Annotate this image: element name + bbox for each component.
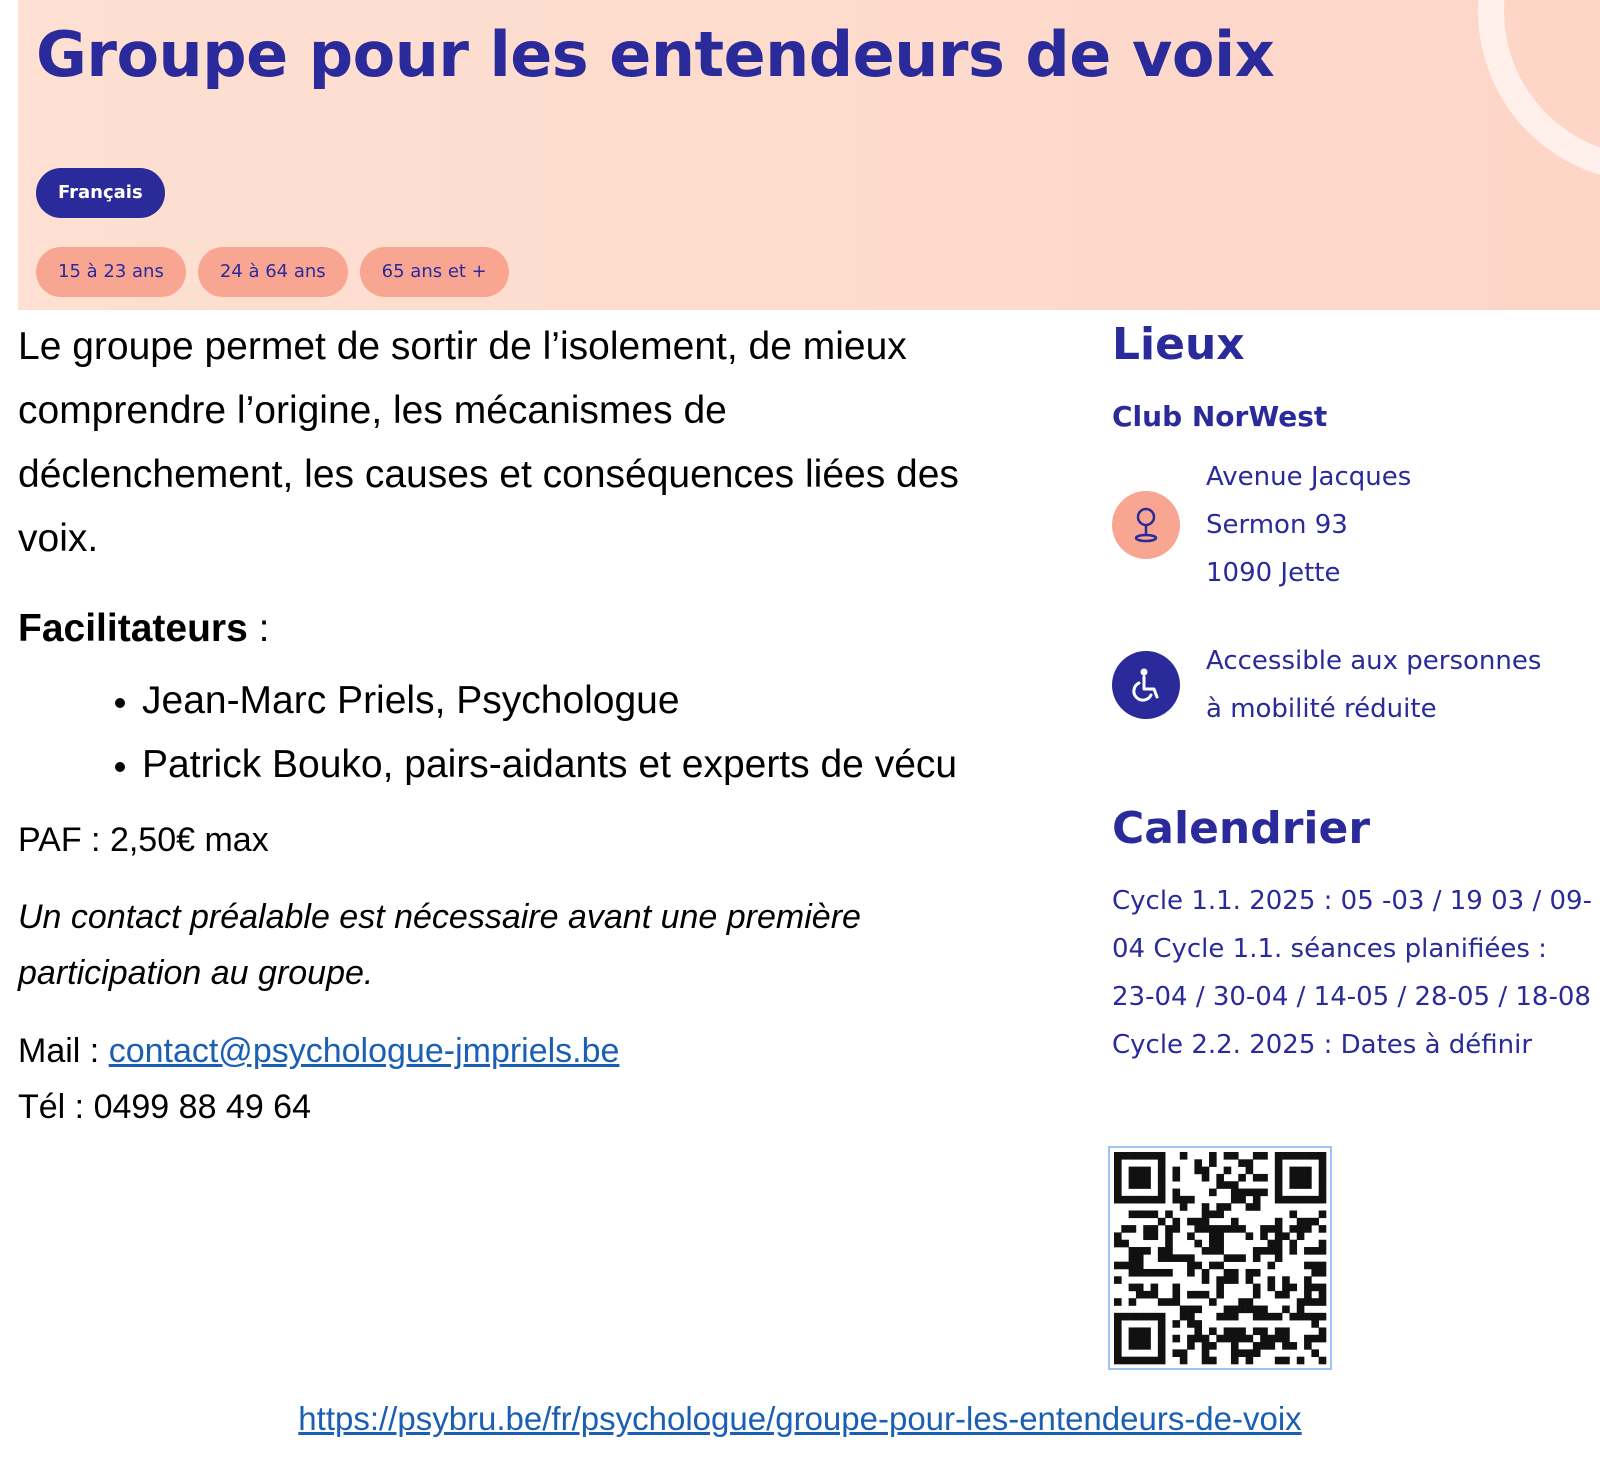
calendar-heading: Calendrier xyxy=(1112,803,1371,854)
places-heading: Lieux xyxy=(1112,319,1245,370)
language-tag[interactable]: Français xyxy=(36,168,165,218)
accessibility-line: Accessible aux personnes xyxy=(1206,646,1542,676)
mail-label: Mail : xyxy=(18,1032,109,1070)
source-url-link[interactable]: https://psybru.be/fr/psychologue/groupe-pour-les-entendeurs-de-voix xyxy=(298,1400,1302,1437)
facilitator-item: • Jean-Marc Priels, Psychologue xyxy=(142,669,992,733)
address-line: Avenue Jacques xyxy=(1206,462,1412,492)
phone-line: Tél : 0499 88 49 64 xyxy=(18,1088,312,1126)
address-line: Sermon 93 xyxy=(1206,510,1348,540)
accessibility-line: à mobilité réduite xyxy=(1206,694,1437,724)
price-info: PAF : 2,50€ max xyxy=(18,821,269,859)
main-content xyxy=(18,315,1018,1135)
qr-code xyxy=(1108,1146,1332,1370)
mail-link[interactable]: contact@psychologue-jmpriels.be xyxy=(108,1032,620,1070)
facilitators-heading xyxy=(18,599,1018,659)
age-tag-65-plus[interactable]: 65 ans et + xyxy=(360,247,509,297)
facilitators-suffix: : xyxy=(247,607,270,650)
age-tag-15-23[interactable]: 15 à 23 ans xyxy=(36,247,186,297)
address xyxy=(1206,453,1411,597)
hero-banner xyxy=(18,0,1600,310)
description: Le groupe permet de sortir de l’isolement, de mieux comprendre l’origine, les mécanismes de déclenchement, les causes et conséquences liées des voix. xyxy=(18,325,959,560)
accessibility-info xyxy=(1206,637,1541,733)
page-title: Groupe pour les entendeurs de voix xyxy=(36,18,1275,91)
calendar-text: Cycle 1.1. 2025 : 05 -03 / 19 03 / 09-04 Cycle 1.1. séances planifiées : 23-04 / 30-04 / 14-05 / 28-05 / 18-08 Cycle 2.2. 2025 : Dates à définir xyxy=(1112,886,1592,1060)
accessibility-row xyxy=(1112,637,1592,733)
map-pin-icon xyxy=(1112,491,1180,559)
wheelchair-icon xyxy=(1112,651,1180,719)
mail-line xyxy=(18,1023,1018,1079)
club-name: Club NorWest xyxy=(1112,400,1328,433)
age-tags xyxy=(36,247,509,297)
facilitators-label: Facilitateurs xyxy=(18,607,248,650)
age-tag-24-64[interactable]: 24 à 64 ans xyxy=(198,247,348,297)
qr-code-graphic xyxy=(1110,1148,1330,1368)
sidebar xyxy=(1112,315,1592,1069)
contact-note: Un contact préalable est nécessaire avant une première participation au groupe. xyxy=(18,898,861,992)
address-row xyxy=(1112,453,1592,597)
facilitator-item: • Patrick Bouko, pairs-aidants et experts de vécu xyxy=(142,733,992,797)
facilitators-list xyxy=(18,669,1018,797)
address-line: 1090 Jette xyxy=(1206,558,1341,588)
contact-block xyxy=(18,1023,1018,1135)
decorative-circle xyxy=(1478,0,1600,182)
